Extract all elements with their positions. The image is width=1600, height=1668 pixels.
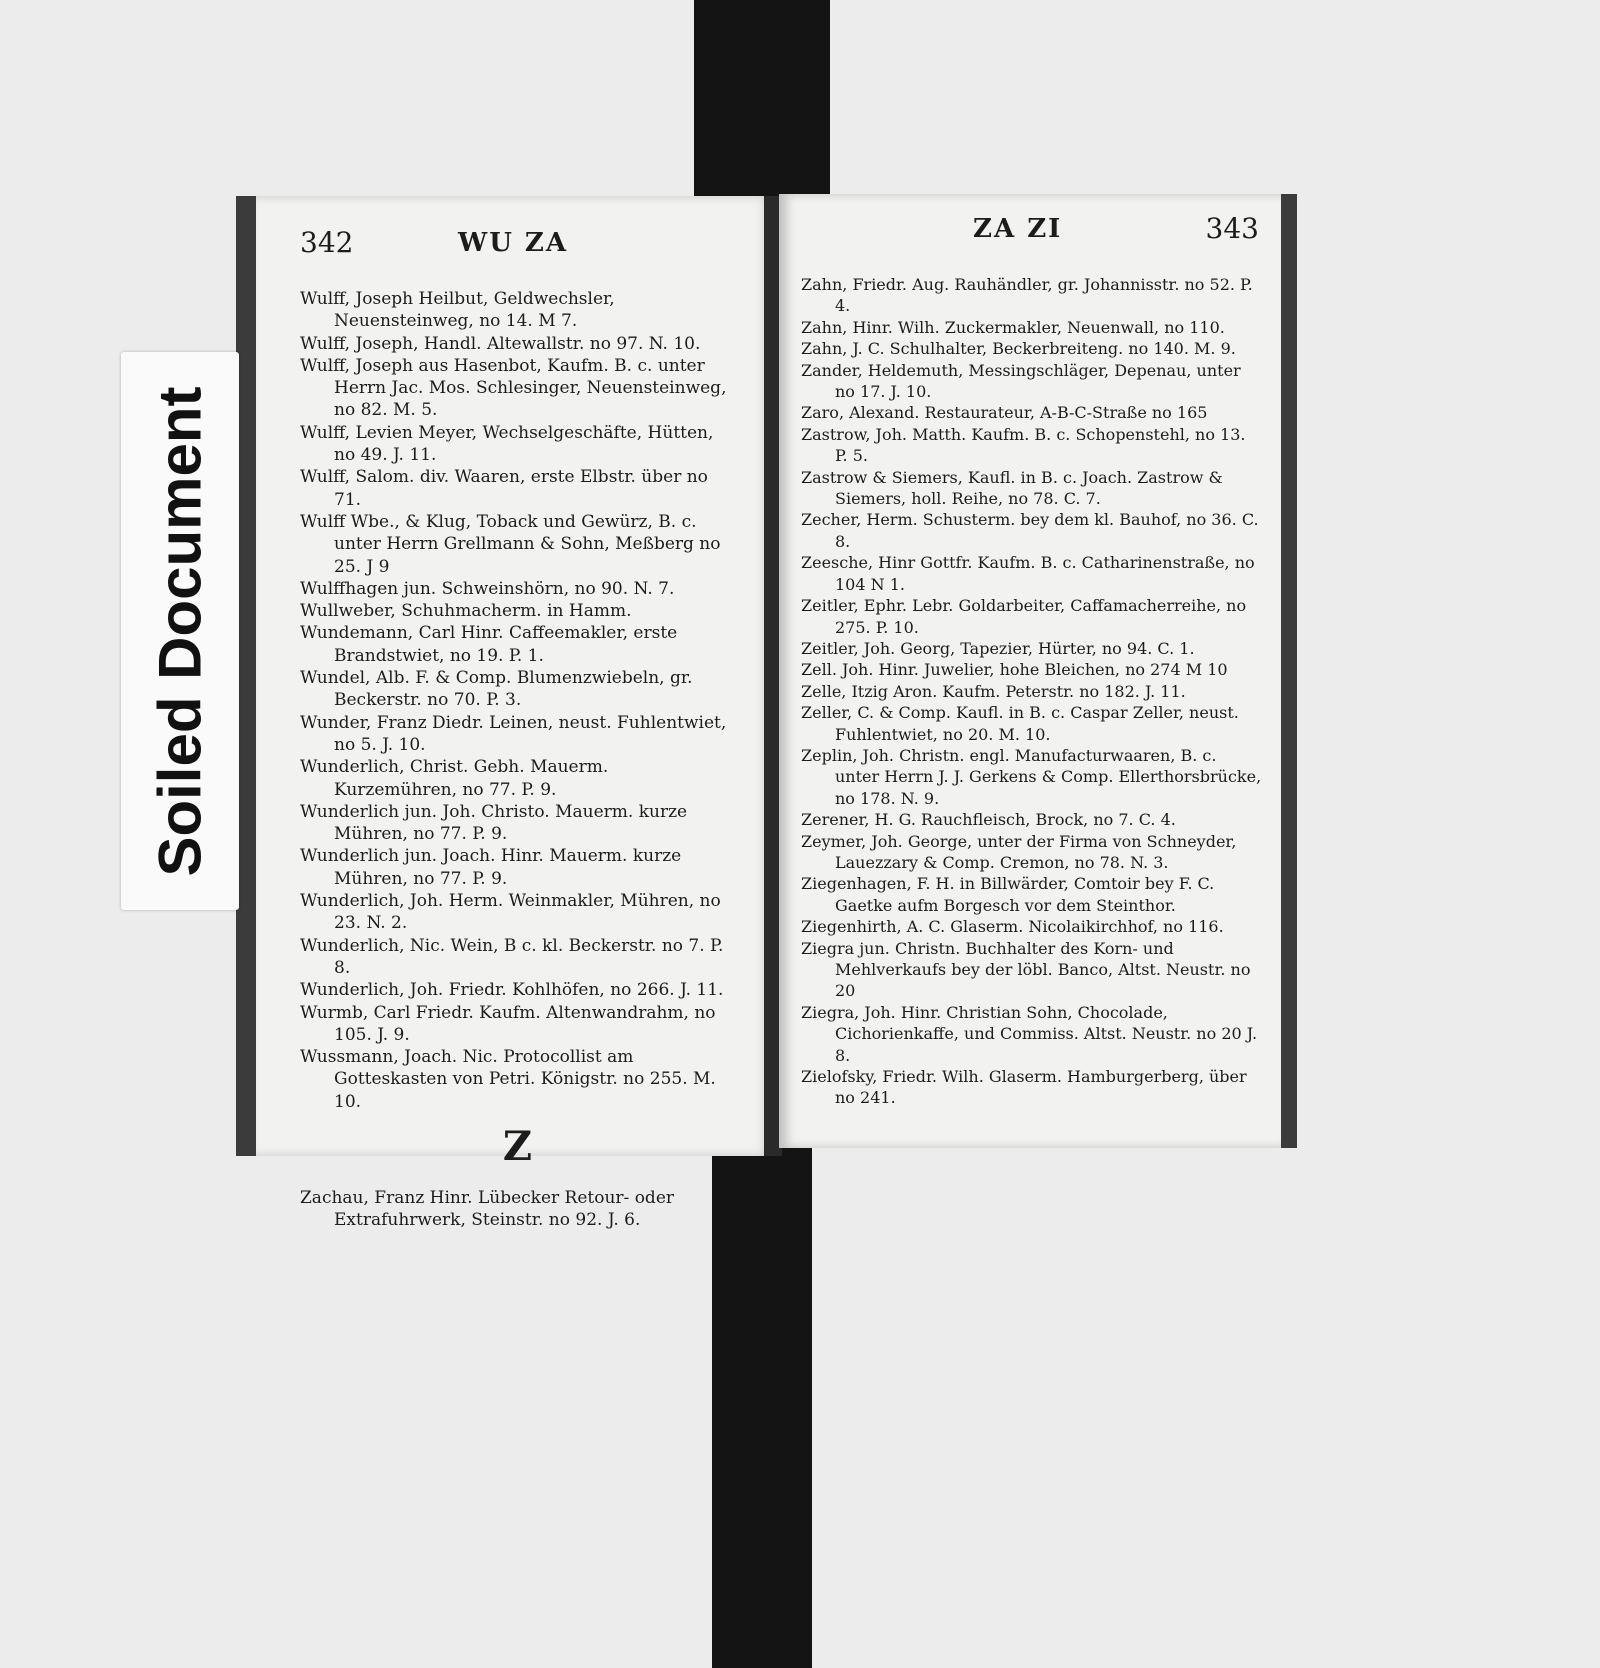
directory-entry: Wulffhagen jun. Schweinshörn, no 90. N. 7.	[300, 578, 675, 599]
left-running-head: WU ZA	[458, 228, 569, 258]
directory-entry: Zeitler, Joh. Georg, Tapezier, Hürter, no 94. C. 1.	[801, 638, 1195, 658]
directory-entry: Zastrow & Siemers, Kaufl. in B. c. Joach. Zastrow & Siemers, holl. Reihe, no 78. C. 7.	[801, 467, 1223, 509]
left-page	[236, 196, 771, 1231]
directory-entry: Wundel, Alb. F. & Comp. Blumenzwiebeln, gr. Beckerstr. no 70. P. 3.	[300, 668, 693, 711]
directory-entry: Zelle, Itzig Aron. Kaufm. Peterstr. no 182. J. 11.	[801, 681, 1186, 701]
section-letter: Z	[502, 1122, 533, 1170]
directory-entry: Zahn, Friedr. Aug. Rauhändler, gr. Johannisstr. no 52. P. 4.	[801, 275, 1253, 316]
directory-entry: Zielofsky, Friedr. Wilh. Glaserm. Hamburgerberg, über no 241.	[801, 1067, 1247, 1108]
right-page-header	[801, 210, 1263, 274]
left-entries	[300, 288, 735, 1232]
right-entries	[801, 274, 1263, 1109]
directory-entry: Wunderlich jun. Joh. Christo. Mauerm. kurze Mühren, no 77. P. 9.	[300, 801, 688, 845]
soiled-document-label	[121, 352, 239, 910]
directory-entry: Wulff, Levien Meyer, Wechselgeschäfte, Hütten, no 49. J. 11.	[300, 422, 714, 466]
right-running-head: ZA ZI	[973, 214, 1063, 244]
directory-entry: Wulff, Joseph, Handl. Altewallstr. no 97. N. 10.	[300, 333, 701, 354]
directory-entry: Wulff, Joseph Heilbut, Geldwechsler, Neuensteinweg, no 14. M 7.	[300, 289, 615, 332]
binding-ribbon-top	[694, 0, 830, 198]
directory-entry: Zander, Heldemuth, Messingschläger, Depenau, unter no 17. J. 10.	[801, 360, 1241, 402]
directory-entry: Zastrow, Joh. Matth. Kaufm. B. c. Schopenstehl, no 13. P. 5.	[801, 424, 1246, 466]
left-page-header	[300, 224, 735, 288]
directory-entry: Wunderlich, Christ. Gebh. Mauerm. Kurzemühren, no 77. P. 9.	[300, 757, 609, 800]
directory-entry: Wulff Wbe., & Klug, Toback und Gewürz, B. c. unter Herrn Grellmann & Sohn, Meßberg no 25. J 9	[300, 511, 721, 577]
directory-entry: Wunderlich, Joh. Friedr. Kohlhöfen, no 266. J. 11.	[300, 980, 724, 1001]
directory-entry: Zaro, Alexand. Restaurateur, A-B-C-Straße no 165	[801, 403, 1208, 423]
directory-entry: Wurmb, Carl Friedr. Kaufm. Altenwandrahm, no 105. J. 9.	[300, 1002, 716, 1045]
right-page	[779, 194, 1297, 1148]
directory-entry: Ziegra, Joh. Hinr. Christian Sohn, Chocolade, Cichorienkaffe, und Commiss. Altst. Neustr. no 20 J. 8.	[801, 1002, 1258, 1065]
directory-entry: Zeymer, Joh. George, unter der Firma von Schneyder, Lauezzary & Comp. Cremon, no 78. N. 3.	[801, 831, 1237, 872]
directory-entry: Wunderlich jun. Joach. Hinr. Mauerm. kurze Mühren, no 77. P. 9.	[300, 846, 682, 889]
directory-entry: Zachau, Franz Hinr. Lübecker Retour- oder Extrafuhrwerk, Steinstr. no 92. J. 6.	[300, 1187, 674, 1231]
directory-entry: Zeitler, Ephr. Lebr. Goldarbeiter, Caffamacherreihe, no 275. P. 10.	[801, 596, 1247, 637]
directory-entry: Zeesche, Hinr Gottfr. Kaufm. B. c. Catharinenstraße, no 104 N 1.	[801, 553, 1255, 594]
directory-entry: Zerener, H. G. Rauchfleisch, Brock, no 7. C. 4.	[801, 810, 1176, 830]
directory-entry: Ziegra jun. Christn. Buchhalter des Korn- und Mehlverkaufs bey der löbl. Banco, Altst. Neustr. no 20	[801, 938, 1251, 1001]
directory-entry: Wulff, Salom. div. Waaren, erste Elbstr. über no 71.	[300, 467, 708, 510]
right-page-number: 343	[1205, 212, 1259, 245]
label-text: Soiled Document	[146, 385, 214, 877]
left-page-number: 342	[300, 226, 354, 259]
directory-entry: Wundemann, Carl Hinr. Caffeemakler, erste Brandstwiet, no 19. P. 1.	[300, 623, 678, 666]
directory-entry: Zecher, Herm. Schusterm. bey dem kl. Bauhof, no 36. C. 8.	[801, 510, 1259, 551]
directory-entry: Wunderlich, Joh. Herm. Weinmakler, Mühren, no 23. N. 2.	[300, 891, 721, 934]
directory-entry: Zeplin, Joh. Christn. engl. Manufacturwaaren, B. c. unter Herrn J. J. Gerkens & Comp. Ellerthorsbrücke, no 178. N. 9.	[801, 745, 1262, 808]
directory-entry: Ziegenhirth, A. C. Glaserm. Nicolaikirchhof, no 116.	[801, 917, 1224, 937]
directory-entry: Zahn, J. C. Schulhalter, Beckerbreiteng. no 140. M. 9.	[801, 339, 1236, 359]
directory-entry: Ziegenhagen, F. H. in Billwärder, Comtoir bey F. C. Gaetke aufm Borgesch vor dem Steinthor.	[801, 874, 1215, 915]
directory-entry: Wulff, Joseph aus Hasenbot, Kaufm. B. c. unter Herrn Jac. Mos. Schlesinger, Neuensteinweg, no 82. M. 5.	[300, 355, 727, 421]
directory-entry: Wunder, Franz Diedr. Leinen, neust. Fuhlentwiet, no 5. J. 10.	[300, 712, 727, 755]
directory-entry: Wussmann, Joach. Nic. Protocollist am Gotteskasten von Petri. Königstr. no 255. M. 10.	[300, 1047, 716, 1112]
directory-entry: Wunderlich, Nic. Wein, B c. kl. Beckerstr. no 7. P. 8.	[300, 935, 724, 978]
directory-entry: Zell. Joh. Hinr. Juwelier, hohe Bleichen, no 274 M 10	[801, 660, 1228, 680]
directory-entry: Zeller, C. & Comp. Kaufl. in B. c. Caspar Zeller, neust. Fuhlentwiet, no 20. M. 10.	[801, 703, 1239, 744]
directory-entry: Zahn, Hinr. Wilh. Zuckermakler, Neuenwall, no 110.	[801, 317, 1225, 337]
directory-entry: Wullweber, Schuhmacherm. in Hamm.	[300, 601, 632, 622]
